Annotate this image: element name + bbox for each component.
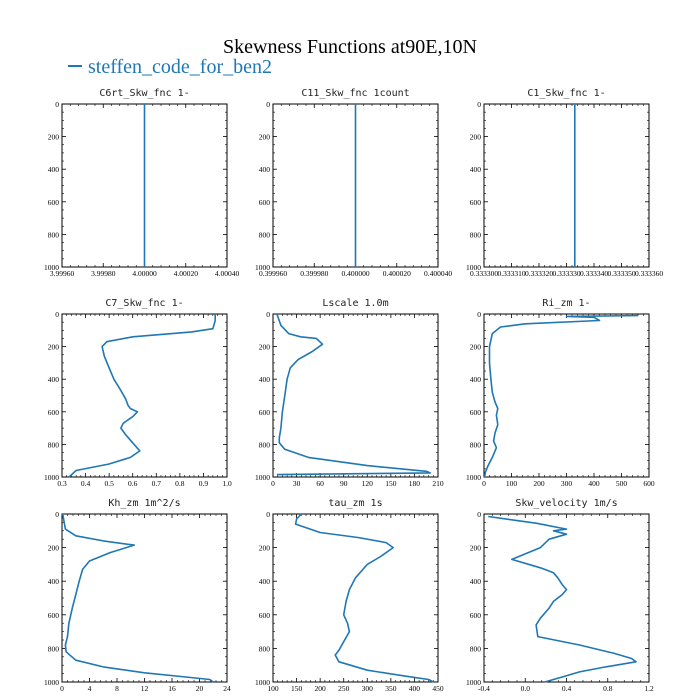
x-tick-label: 4.00000: [132, 269, 157, 278]
x-tick-label: 500: [615, 479, 628, 488]
y-tick-label: 800: [469, 644, 481, 654]
y-tick-label: 200: [469, 543, 481, 553]
y-tick-label: 400: [258, 577, 270, 587]
x-tick-label: 4: [87, 684, 92, 693]
series-line: [277, 314, 430, 475]
y-tick-label: 1000: [255, 678, 270, 687]
y-tick-label: 600: [258, 197, 270, 207]
y-tick-label: 800: [469, 440, 481, 450]
subplot-title: C7_Skw_fnc 1-: [105, 298, 184, 309]
plot-frame: [484, 314, 649, 477]
plot-frame: [273, 314, 438, 477]
subplot: [44, 298, 232, 488]
x-tick-label: 0: [271, 479, 275, 488]
series-line: [488, 517, 636, 683]
subplot-title: tau_zm 1s: [328, 498, 383, 509]
x-tick-label: 0.7: [151, 479, 161, 488]
subplot: [466, 298, 655, 488]
y-tick-label: 0: [477, 310, 481, 319]
x-tick-label: 30: [292, 479, 301, 488]
x-tick-label: 0.333330: [552, 269, 581, 278]
x-tick-label: 0.399980: [300, 269, 329, 278]
subplot: [255, 498, 444, 693]
y-tick-label: 600: [258, 407, 270, 417]
x-tick-label: 60: [316, 479, 324, 488]
y-tick-label: 200: [47, 342, 59, 352]
y-tick-label: 400: [47, 375, 59, 385]
x-tick-label: 300: [560, 479, 573, 488]
x-tick-label: 90: [339, 479, 348, 488]
x-tick-label: 0.400040: [423, 269, 453, 278]
y-tick-label: 0: [477, 100, 481, 109]
subplot-title: C6rt_Skw_fnc 1-: [99, 88, 190, 99]
x-tick-label: -0.4: [478, 684, 490, 693]
y-tick-label: 600: [47, 610, 59, 620]
x-tick-label: 16: [168, 684, 176, 693]
subplot: [466, 498, 654, 693]
plot-frame: [62, 514, 227, 682]
x-tick-label: 250: [338, 684, 350, 693]
y-tick-label: 200: [469, 132, 481, 142]
x-tick-label: 300: [361, 684, 373, 693]
x-tick-label: 180: [408, 479, 421, 488]
x-tick-label: 0.0: [520, 684, 530, 693]
x-tick-label: 0.3: [57, 479, 67, 488]
subplot-title: C1_Skw_fnc 1-: [527, 88, 606, 99]
plot-frame: [273, 514, 438, 682]
subplot: [466, 88, 663, 278]
y-tick-label: 1000: [255, 263, 270, 272]
series-line: [485, 316, 638, 477]
y-tick-label: 1000: [466, 473, 481, 482]
y-tick-label: 0: [266, 310, 270, 319]
y-tick-label: 400: [258, 165, 270, 175]
y-tick-label: 1000: [44, 473, 59, 482]
y-tick-label: 600: [469, 197, 481, 207]
x-tick-label: 0: [482, 479, 486, 488]
x-tick-label: 1.0: [222, 479, 232, 488]
x-tick-label: 210: [432, 479, 444, 488]
x-tick-label: 0.8: [603, 684, 613, 693]
y-tick-label: 0: [477, 510, 481, 519]
x-tick-label: 0.9: [198, 479, 209, 488]
x-tick-label: 0.333310: [497, 269, 526, 278]
series-line: [296, 514, 434, 682]
y-tick-label: 1000: [255, 473, 270, 482]
x-tick-label: 0.399960: [258, 269, 288, 278]
y-tick-label: 0: [55, 510, 59, 519]
y-tick-label: 0: [55, 100, 59, 109]
x-tick-label: 0.4: [80, 479, 91, 488]
x-tick-label: 3.99980: [91, 269, 116, 278]
y-tick-label: 800: [258, 230, 270, 240]
y-tick-label: 800: [47, 440, 59, 450]
y-tick-label: 200: [47, 543, 59, 553]
y-tick-label: 400: [469, 165, 481, 175]
y-tick-label: 1000: [466, 263, 481, 272]
y-tick-label: 600: [47, 197, 59, 207]
subplot: [255, 298, 444, 488]
y-tick-label: 800: [258, 644, 270, 654]
x-tick-label: 200: [533, 479, 545, 488]
y-tick-label: 800: [47, 230, 59, 240]
x-tick-label: 3.99960: [49, 269, 75, 278]
x-tick-label: 0.5: [104, 479, 114, 488]
y-tick-label: 200: [469, 342, 481, 352]
y-tick-label: 0: [55, 310, 59, 319]
series-line: [69, 314, 215, 477]
x-tick-label: 4.00020: [173, 269, 198, 278]
series-line: [63, 514, 214, 682]
x-tick-label: 0.6: [128, 479, 138, 488]
y-tick-label: 800: [258, 440, 270, 450]
x-tick-label: 200: [314, 684, 326, 693]
x-tick-label: 120: [361, 479, 373, 488]
x-tick-label: 0.400020: [382, 269, 411, 278]
y-tick-label: 1000: [44, 263, 59, 272]
y-tick-label: 0: [266, 510, 270, 519]
y-tick-label: 600: [47, 407, 59, 417]
x-tick-label: 0.4: [561, 684, 572, 693]
y-tick-label: 1000: [44, 678, 59, 687]
x-tick-label: 600: [643, 479, 655, 488]
subplot: [44, 498, 231, 693]
x-tick-label: 0.333300: [469, 269, 499, 278]
plot-frame: [62, 314, 227, 477]
x-tick-label: 0.400000: [341, 269, 370, 278]
y-tick-label: 400: [258, 375, 270, 385]
y-tick-label: 600: [469, 610, 481, 620]
x-tick-label: 450: [432, 684, 444, 693]
y-tick-label: 200: [47, 132, 59, 142]
subplot-title: Skw_velocity 1m/s: [515, 498, 618, 509]
y-tick-label: 200: [258, 132, 270, 142]
x-tick-label: 0.8: [175, 479, 185, 488]
x-tick-label: 400: [408, 684, 421, 693]
y-tick-label: 400: [47, 577, 59, 587]
x-tick-label: 100: [267, 684, 279, 693]
x-tick-label: 0: [60, 684, 64, 693]
x-tick-label: 8: [115, 684, 119, 693]
legend-label: steffen_code_for_ben2: [88, 56, 273, 78]
x-tick-label: 24: [223, 684, 231, 693]
y-tick-label: 400: [469, 577, 481, 587]
y-tick-label: 600: [469, 407, 481, 417]
subplot-title: C11_Skw_fnc 1count: [301, 88, 410, 99]
y-tick-label: 800: [47, 644, 59, 654]
x-tick-label: 0.333350: [607, 269, 636, 278]
chart-title: Skewness Functions at90E,10N: [223, 36, 477, 58]
y-tick-label: 600: [258, 610, 270, 620]
x-tick-label: 0.333360: [634, 269, 664, 278]
x-tick-label: 0.333320: [524, 269, 554, 278]
y-tick-label: 200: [258, 543, 270, 553]
subplot-title: Kh_zm 1m^2/s: [108, 498, 181, 509]
plot-frame: [484, 104, 649, 267]
subplot: [44, 88, 239, 278]
x-tick-label: 0.333340: [579, 269, 609, 278]
y-tick-label: 800: [469, 230, 481, 240]
x-tick-label: 12: [140, 684, 149, 693]
y-tick-label: 400: [469, 375, 481, 385]
x-tick-label: 350: [385, 684, 397, 693]
x-tick-label: 4.00040: [214, 269, 240, 278]
y-tick-label: 1000: [466, 678, 481, 687]
x-tick-label: 1.2: [644, 684, 654, 693]
y-tick-label: 200: [258, 342, 270, 352]
x-tick-label: 100: [505, 479, 518, 488]
subplot: [255, 88, 452, 278]
x-tick-label: 20: [195, 684, 204, 693]
subplot-title: Ri_zm 1-: [542, 298, 591, 309]
subplot-title: Lscale 1.0m: [322, 298, 389, 309]
x-tick-label: 150: [290, 684, 303, 693]
y-tick-label: 0: [266, 100, 270, 109]
x-tick-label: 150: [385, 479, 397, 488]
y-tick-label: 400: [47, 165, 59, 175]
x-tick-label: 400: [588, 479, 600, 488]
